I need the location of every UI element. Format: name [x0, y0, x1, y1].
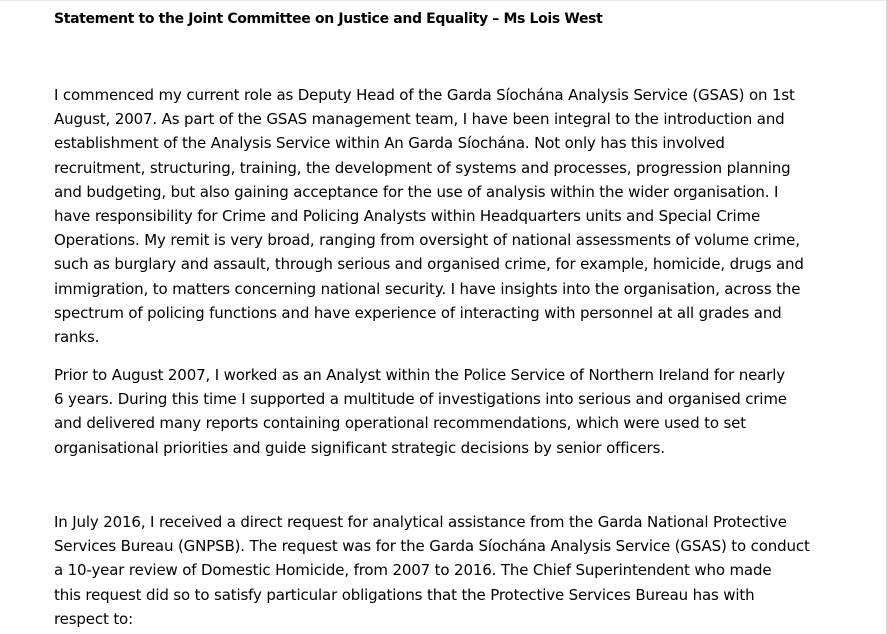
page-top-edge — [0, 0, 887, 1]
paragraph-line: such as burglary and assault, through serious and organised crime, for example, homicide, drugs and — [54, 255, 804, 274]
paragraph-line: Operations. My remit is very broad, ranging from oversight of national assessments of volume crime, — [54, 231, 800, 250]
paragraph-line: organisational priorities and guide significant strategic decisions by senior officers. — [54, 438, 665, 457]
paragraph-line: I commenced my current role as Deputy Head of the Garda Síochána Analysis Service (GSAS) on 1st — [54, 86, 795, 104]
paragraph-line: have responsibility for Crime and Policing Analysts within Headquarters units and Special Crime — [54, 207, 761, 226]
paragraph-line: Services Bureau (GNPSB). The request was for the Garda Síochána Analysis Service (GSAS) to conduct — [54, 537, 810, 556]
paragraph-review-request — [54, 510, 854, 631]
paragraph-line: ranks. — [54, 328, 100, 347]
document-title: Statement to the Joint Committee on Justice and Equality – Ms Lois West — [54, 11, 603, 27]
paragraph-line: Prior to August 2007, I worked as an Analyst within the Police Service of Northern Ireland for nearly — [54, 366, 785, 384]
paragraph-prior-experience — [54, 363, 854, 460]
paragraph-line: this request did so to satisfy particular obligations that the Protective Services Bureau has with — [54, 585, 755, 604]
paragraph-line: immigration, to matters concerning national security. I have insights into the organisation, across the — [54, 279, 801, 298]
paragraph-line: 6 years. During this time I supported a multitude of investigations into serious and organised crime — [54, 390, 787, 409]
paragraph-line: and budgeting, but also gaining acceptance for the use of analysis within the wider organisation. I — [54, 182, 779, 201]
paragraph-line: August, 2007. As part of the GSAS management team, I have been integral to the introduction and — [54, 110, 785, 129]
paragraph-line: In July 2016, I received a direct request for analytical assistance from the Garda National Protective — [54, 513, 787, 531]
paragraph-line: and delivered many reports containing operational recommendations, which were used to set — [54, 414, 746, 433]
paragraph-line: respect to: — [54, 609, 133, 628]
paragraph-line: recruitment, structuring, training, the development of systems and processes, progression planning — [54, 158, 791, 177]
paragraph-line: a 10-year review of Domestic Homicide, from 2007 to 2016. The Chief Superintendent who made — [54, 561, 772, 580]
paragraph-line: spectrum of policing functions and have experience of interacting with personnel at all grades and — [54, 303, 782, 322]
paragraph-role-background — [54, 83, 854, 349]
paragraph-line: establishment of the Analysis Service within An Garda Síochána. Not only has this involved — [54, 134, 725, 153]
